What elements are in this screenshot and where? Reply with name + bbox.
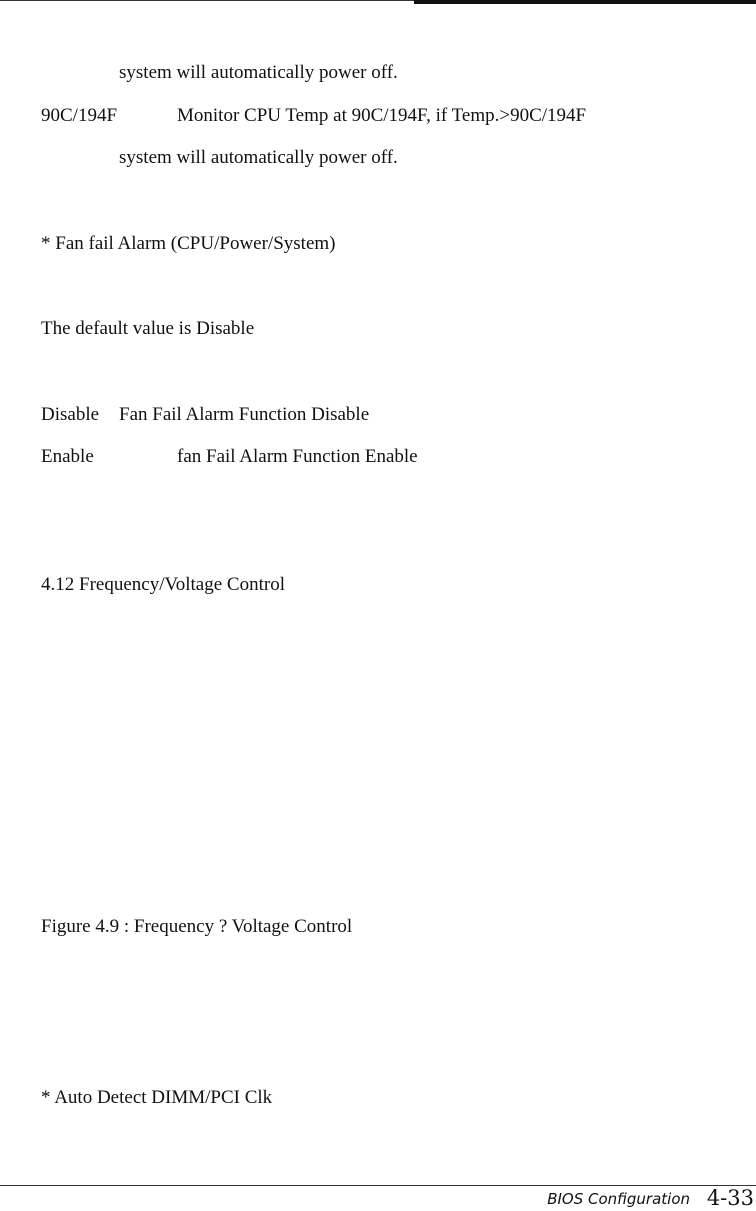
option-term-enable: Enable [41, 446, 94, 467]
auto-detect-heading: * Auto Detect DIMM/PCI Clk [41, 1087, 273, 1108]
option-desc-90c: Monitor CPU Temp at 90C/194F, if Temp.>90C/194F [177, 105, 587, 126]
header-rule-thick [414, 0, 756, 4]
header-rule-thin [0, 0, 414, 1]
footer-section-title: BIOS Configuration [547, 1190, 690, 1208]
fan-fail-alarm-heading: * Fan fail Alarm (CPU/Power/System) [41, 233, 336, 254]
option-desc-disable: Fan Fail Alarm Function Disable [119, 404, 370, 425]
option-desc-90c-continued: system will automatically power off. [119, 147, 398, 168]
fan-default-value-text: The default value is Disable [41, 318, 255, 339]
page-number: 4-33 [706, 1186, 754, 1210]
continuation-text: system will automatically power off. [119, 62, 398, 83]
option-term-disable: Disable [41, 404, 100, 425]
figure-caption: Figure 4.9 : Frequency ? Voltage Control [41, 916, 353, 937]
footer-rule [0, 1185, 756, 1186]
section-heading: 4.12 Frequency/Voltage Control [41, 574, 285, 595]
option-term-90c: 90C/194F [41, 105, 118, 126]
option-desc-enable: fan Fail Alarm Function Enable [177, 446, 418, 467]
